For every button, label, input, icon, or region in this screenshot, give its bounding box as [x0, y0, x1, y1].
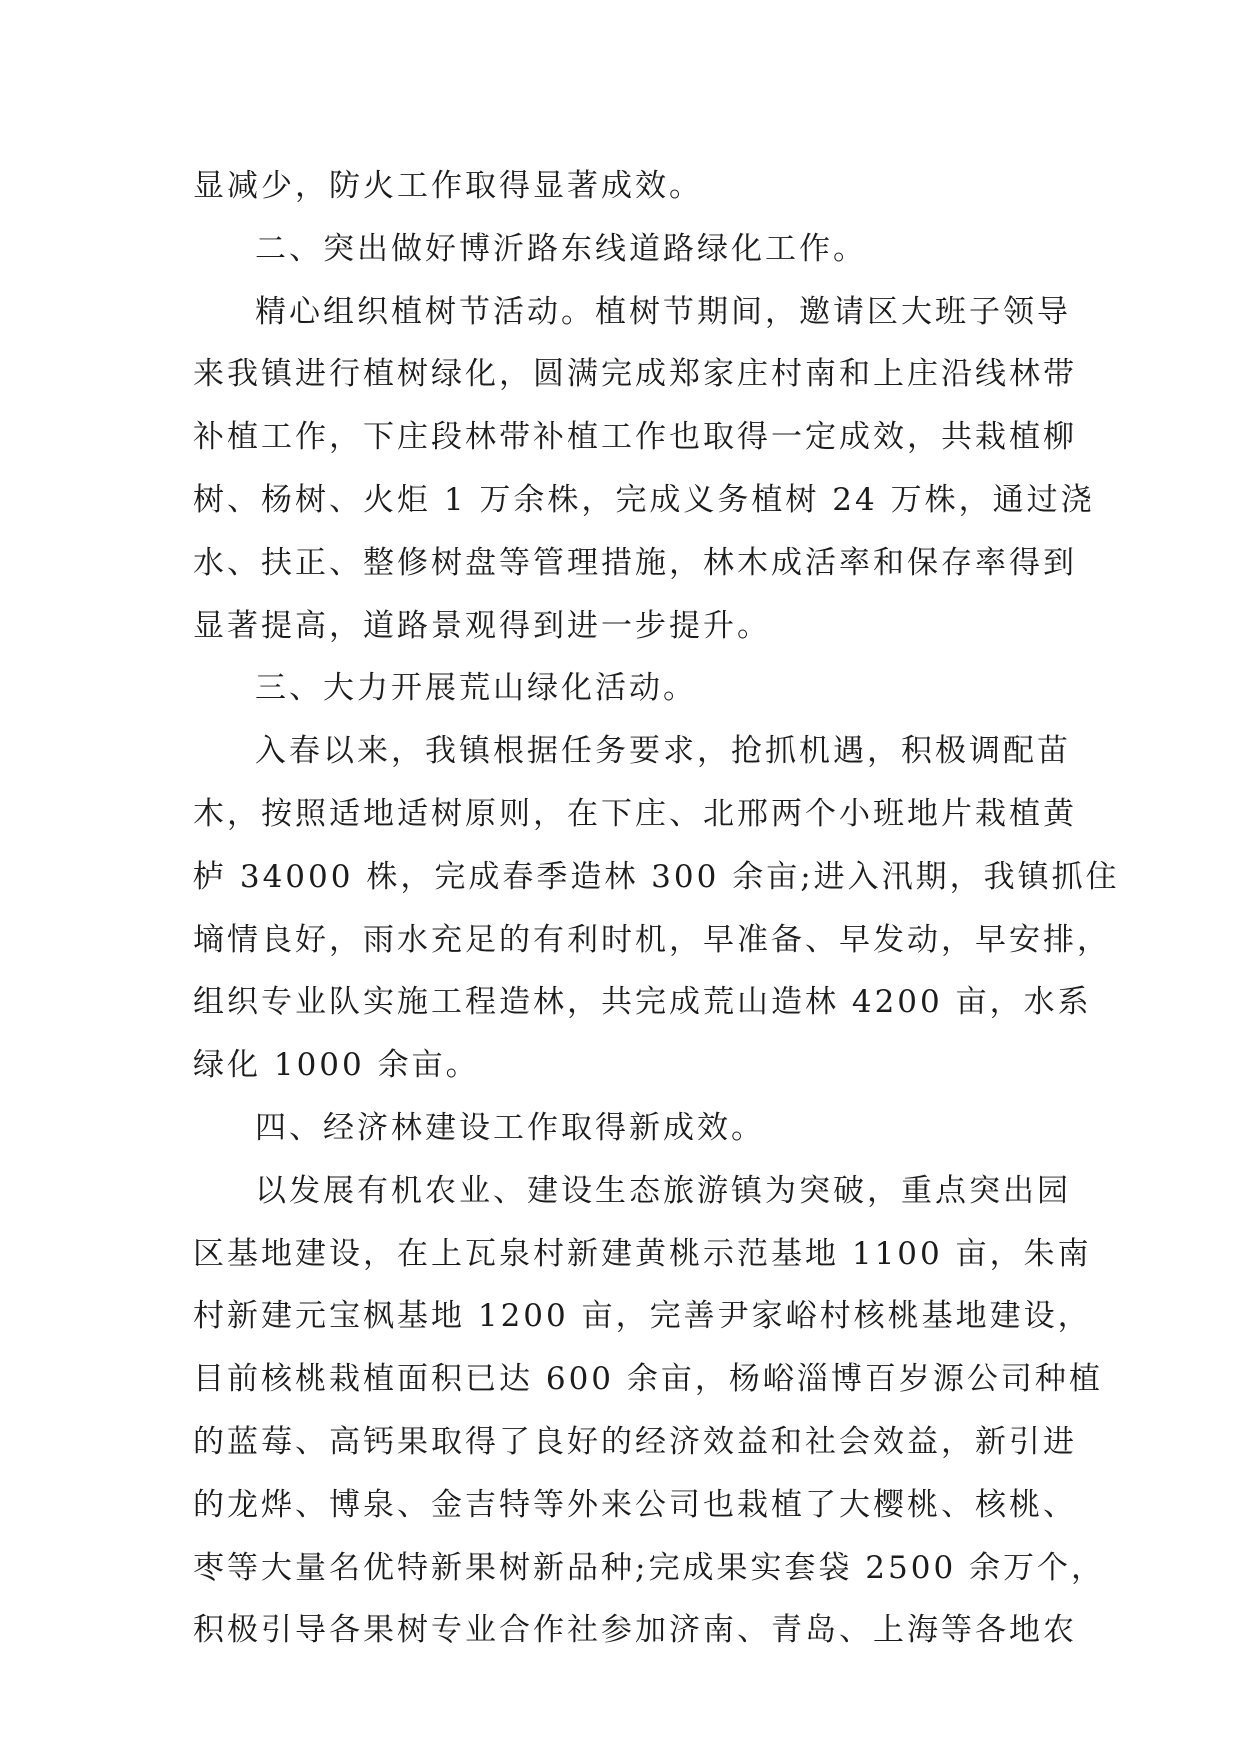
text-line: 组织专业队实施工程造林，共完成荒山造林 4200 亩，水系 [193, 984, 1092, 1021]
text-line: 水、扶正、整修树盘等管理措施，林木成活率和保存率得到 [193, 544, 1077, 581]
text-line: 显减少，防火工作取得显著成效。 [193, 168, 703, 204]
text-line: 显著提高，道路景观得到进一步提升。 [193, 607, 771, 644]
document-body [193, 155, 1120, 1662]
text-line: 栌 34000 株，完成春季造林 300 余亩;进入汛期，我镇抓住 [193, 858, 1120, 895]
text-line: 精心组织植树节活动。植树节期间，邀请区大班子领导 [255, 293, 1071, 330]
text-line: 区基地建设，在上瓦泉村新建黄桃示范基地 1100 亩，朱南 [193, 1235, 1092, 1272]
text-line: 墒情良好，雨水充足的有利时机，早准备、早发动，早安排， [193, 921, 1111, 958]
text-line: 积极引导各果树专业合作社参加济南、青岛、上海等各地农 [193, 1612, 1077, 1649]
section-heading: 四、经济林建设工作取得新成效。 [255, 1109, 765, 1146]
section-heading: 三、大力开展荒山绿化活动。 [255, 670, 697, 707]
text-line: 绿化 1000 余亩。 [193, 1047, 480, 1084]
text-line: 来我镇进行植树绿化，圆满完成郑家庄村南和上庄沿线林带 [193, 356, 1077, 393]
text-line: 入春以来，我镇根据任务要求，抢抓机遇，积极调配苗 [255, 733, 1071, 770]
text-line: 枣等大量名优特新果树新品种;完成果实套袋 2500 余万个， [193, 1549, 1106, 1586]
text-line: 村新建元宝枫基地 1200 亩，完善尹家峪村核桃基地建设， [193, 1298, 1092, 1335]
text-line: 补植工作，下庄段林带补植工作也取得一定成效，共栽植柳 [193, 419, 1077, 456]
text-line: 的龙烨、博泉、金吉特等外来公司也栽植了大樱桃、核桃、 [193, 1486, 1077, 1523]
text-line: 以发展有机农业、建设生态旅游镇为突破，重点突出园 [255, 1172, 1071, 1209]
text-line: 木，按照适地适树原则，在下庄、北邢两个小班地片栽植黄 [193, 795, 1077, 832]
text-line: 的蓝莓、高钙果取得了良好的经济效益和社会效益，新引进 [193, 1423, 1077, 1460]
text-line: 树、杨树、火炬 1 万余株，完成义务植树 24 万株，通过浇 [193, 481, 1095, 518]
section-heading: 二、突出做好博沂路东线道路绿化工作。 [255, 230, 867, 267]
text-line: 目前核桃栽植面积已达 600 余亩，杨峪淄博百岁源公司种植 [193, 1361, 1103, 1398]
